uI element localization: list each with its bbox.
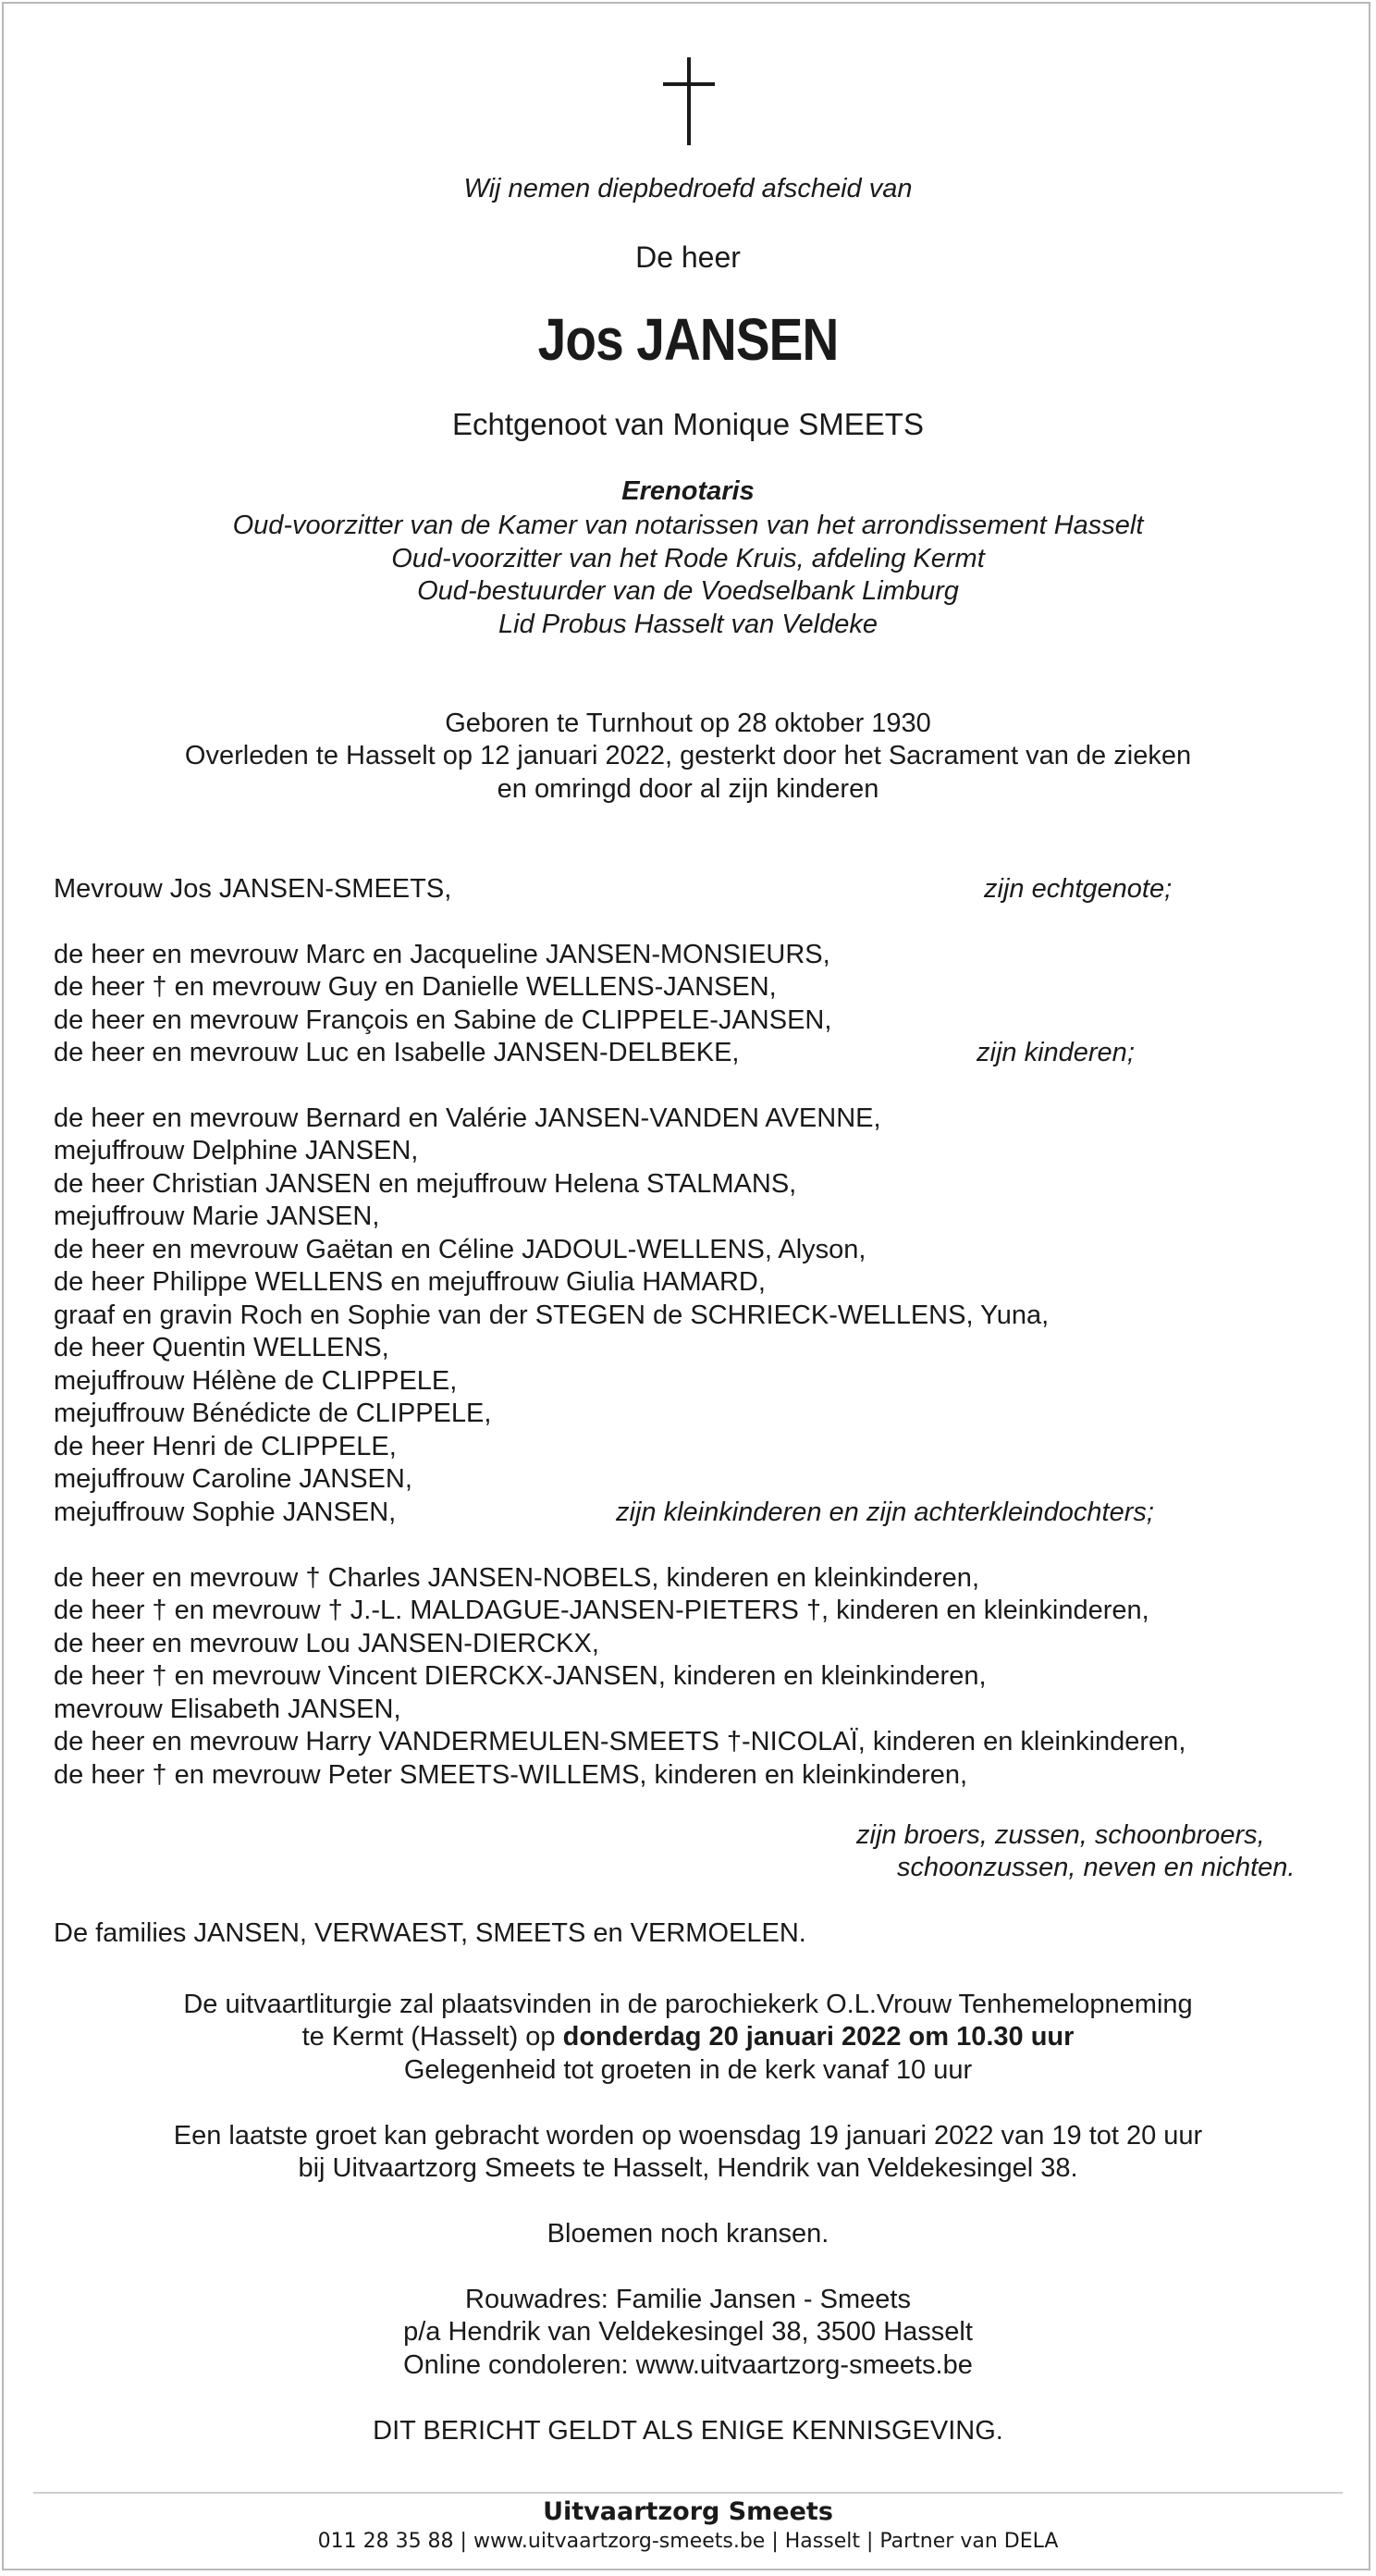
death-line: en omringd door al zijn kinderen: [497, 774, 879, 804]
siblings-line: de heer en mevrouw Lou JANSEN-DIERCKX,: [54, 1629, 599, 1658]
grandchildren-line: mejuffrouw Hélène de CLIPPELE,: [54, 1366, 458, 1396]
siblings-line: de heer en mevrouw Harry VANDERMEULEN-SMEETS †-NICOLAÏ, kinderen en kleinkinderen,: [54, 1727, 1186, 1756]
grandchildren-line: de heer Christian JANSEN en mejuffrouw Helena STALMANS,: [54, 1169, 797, 1199]
siblings-line: de heer en mevrouw † Charles JANSEN-NOBELS, kinderen en kleinkinderen,: [54, 1563, 979, 1593]
function-line: Lid Probus Hasselt van Veldeke: [498, 610, 878, 639]
children-line: de heer en mevrouw Marc en Jacqueline JANSEN-MONSIEURS,: [54, 940, 830, 969]
greeting-line: Een laatste groet kan gebracht worden op woensdag 19 januari 2022 van 19 tot 20 uur: [173, 2121, 1203, 2151]
grandchildren-line: mejuffrouw Bénédicte de CLIPPELE,: [54, 1399, 492, 1428]
funeral-line: De uitvaartliturgie zal plaatsvinden in de parochiekerk O.L.Vrouw Tenhemelopneming: [183, 1990, 1193, 2019]
address-line: Rouwadres: Familie Jansen - Smeets: [465, 2285, 911, 2314]
grandchildren-line: de heer en mevrouw Gaëtan en Céline JADOUL-WELLENS, Alyson,: [54, 1235, 866, 1264]
children-line: de heer † en mevrouw Guy en Danielle WELLENS-JANSEN,: [54, 972, 777, 1002]
address-line: Online condoleren: www.uitvaartzorg-smeets.be: [403, 2350, 973, 2380]
grandchildren-line: graaf en gravin Roch en Sophie van der STEGEN de SCHRIECK-WELLENS, Yuna,: [54, 1300, 1050, 1330]
birth-line: Geboren te Turnhout op 28 oktober 1930: [445, 709, 931, 738]
wife-name: Mevrouw Jos JANSEN-SMEETS,: [54, 874, 452, 904]
footer-title: Uitvaartzorg Smeets: [543, 2497, 833, 2526]
salutation: De heer: [635, 240, 741, 274]
intro-text: Wij nemen diepbedroefd afscheid van: [463, 174, 913, 203]
grandchildren-line: mejuffrouw Sophie JANSEN,: [54, 1498, 397, 1527]
siblings-line: de heer † en mevrouw Peter SMEETS-WILLEMS, kinderen en kleinkinderen,: [54, 1760, 968, 1790]
siblings-role: zijn broers, zussen, schoonbroers,: [856, 1820, 1265, 1850]
death-line: Overleden te Hasselt op 12 januari 2022, gesterkt door het Sacrament van de zieken: [184, 741, 1192, 770]
function-line: Oud-voorzitter van het Rode Kruis, afdeling Kermt: [391, 544, 985, 573]
siblings-line: mevrouw Elisabeth JANSEN,: [54, 1695, 401, 1724]
funeral-date: donderdag 20 januari 2022 om 10.30 uur: [562, 2022, 1075, 2052]
grandchildren-line: de heer en mevrouw Bernard en Valérie JANSEN-VANDEN AVENNE,: [54, 1103, 881, 1133]
notice-line: DIT BERICHT GELDT ALS ENIGE KENNISGEVING.: [373, 2416, 1003, 2446]
greeting-line: bij Uitvaartzorg Smeets te Hasselt, Hendrik van Veldekesingel 38.: [298, 2153, 1078, 2183]
deceased-name: Jos JANSEN: [537, 306, 839, 373]
grandchildren-line: de heer Quentin WELLENS,: [54, 1333, 389, 1362]
children-line: de heer en mevrouw François en Sabine de CLIPPELE-JANSEN,: [54, 1005, 832, 1035]
funeral-place: te Kermt (Hasselt) op: [301, 2022, 563, 2052]
flowers-line: Bloemen noch kransen.: [547, 2219, 829, 2249]
grandchildren-line: mejuffrouw Caroline JANSEN,: [54, 1464, 412, 1494]
function-line: Oud-voorzitter van de Kamer van notarissen van het arrondissement Hasselt: [232, 511, 1144, 540]
siblings-line: de heer † en mevrouw † J.-L. MALDAGUE-JANSEN-PIETERS †, kinderen en kleinkinderen,: [54, 1596, 1149, 1625]
children-line: de heer en mevrouw Luc en Isabelle JANSEN-DELBEKE,: [54, 1038, 740, 1067]
siblings-line: de heer † en mevrouw Vincent DIERCKX-JANSEN, kinderen en kleinkinderen,: [54, 1661, 987, 1691]
grandchildren-line: de heer Henri de CLIPPELE,: [54, 1432, 397, 1461]
function-line: Oud-bestuurder van de Voedselbank Limburg: [417, 576, 959, 606]
address-line: p/a Hendrik van Veldekesingel 38, 3500 Hasselt: [403, 2317, 973, 2347]
grandchildren-line: mejuffrouw Marie JANSEN,: [54, 1202, 380, 1231]
children-role: zijn kinderen;: [977, 1038, 1135, 1067]
funeral-line: Gelegenheid tot groeten in de kerk vanaf 10 uur: [403, 2055, 973, 2085]
siblings-role: schoonzussen, neven en nichten.: [897, 1853, 1296, 1882]
footer-divider: [33, 2492, 1343, 2494]
wife-role: zijn echtgenote;: [984, 874, 1173, 904]
grandchildren-line: mejuffrouw Delphine JANSEN,: [54, 1136, 419, 1165]
grandchildren-role: zijn kleinkinderen en zijn achterkleindochters;: [616, 1498, 1154, 1527]
grandchildren-line: de heer Philippe WELLENS en mejuffrouw Giulia HAMARD,: [54, 1267, 766, 1297]
families-line: De families JANSEN, VERWAEST, SMEETS en VERMOELEN.: [54, 1918, 806, 1948]
footer-contact: 011 28 35 88 | www.uitvaartzorg-smeets.be | Hasselt | Partner van DELA: [317, 2530, 1059, 2553]
funeral-date-line: [0, 2021, 1376, 2054]
spouse-line: Echtgenoot van Monique SMEETS: [452, 407, 924, 441]
cross-icon: [663, 57, 715, 145]
honorific: Erenotaris: [621, 476, 755, 506]
